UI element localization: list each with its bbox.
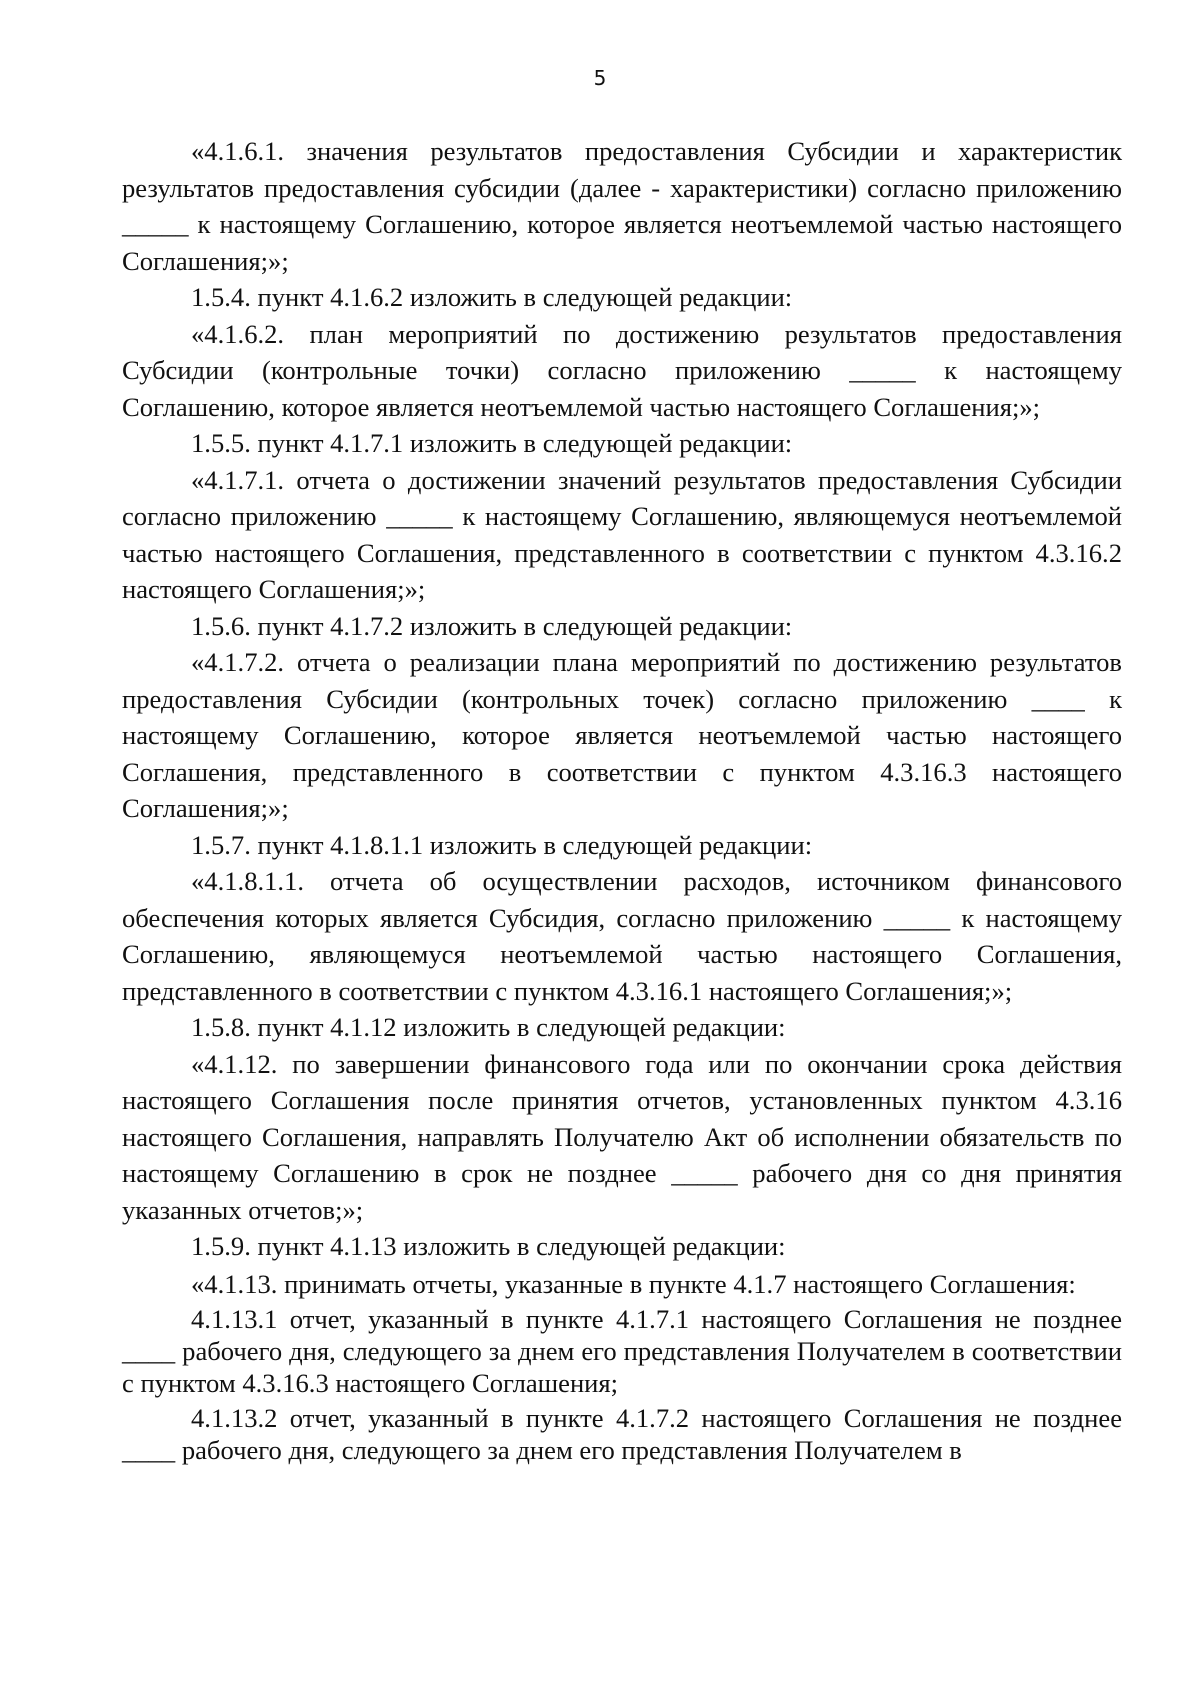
paragraph-4-1-13-1: 4.1.13.1 отчет, указанный в пункте 4.1.7.1 настоящего Соглашения не позднее ____ рабочего дня, следующего за днем его представления Получателем в соответствии с пунктом 4.3.16.3 настоящего Соглашения; <box>122 1303 1122 1398</box>
paragraph-1-5-7: 1.5.7. пункт 4.1.8.1.1 изложить в следующей редакции: <box>191 829 813 860</box>
page-number: 5 <box>593 66 607 90</box>
paragraph-1-5-6: 1.5.6. пункт 4.1.7.2 изложить в следующей редакции: <box>191 610 793 641</box>
paragraph-4-1-8-1-1: «4.1.8.1.1. отчета об осуществлении расходов, источником финансового обеспечения которых является Субсидия, согласно приложению _____ к настоящему Соглашению, являющемуся неотъемлемой частью настоящего Соглашения, представленного в соответствии с пунктом 4.3.16.1 настоящего Соглашения;»; <box>122 866 1122 1006</box>
paragraph-4-1-6-1: «4.1.6.1. значения результатов предоставления Субсидии и характеристик результатов предоставления субсидии (далее - характеристики) согласно приложению _____ к настоящему Соглашению, которое является неотъемлемой частью настоящего Соглашения;»; <box>122 136 1122 276</box>
paragraph-1-5-5: 1.5.5. пункт 4.1.7.1 изложить в следующей редакции: <box>191 428 793 458</box>
paragraph-4-1-13: «4.1.13. принимать отчеты, указанные в пункте 4.1.7 настоящего Соглашения: <box>191 1268 1076 1299</box>
paragraph-1-5-9: 1.5.9. пункт 4.1.13 изложить в следующей редакции: <box>191 1231 786 1261</box>
paragraph-4-1-12: «4.1.12. по завершении финансового года или по окончании срока действия настоящего Соглашения после принятия отчетов, установленных пунктом 4.3.16 настоящего Соглашения, направлять Получателю Акт об исполнении обязательств по настоящему Соглашению в срок не позднее _____ рабочего дня со дня принятия указанных отчетов;»; <box>122 1048 1122 1225</box>
paragraph-4-1-6-2: «4.1.6.2. план мероприятий по достижению результатов предоставления Субсидии (контрольные точки) согласно приложению _____ к настоящему Соглашению, которое является неотъемлемой частью настоящего Соглашения;»; <box>122 318 1122 422</box>
paragraph-1-5-8: 1.5.8. пункт 4.1.12 изложить в следующей редакции: <box>191 1012 786 1042</box>
paragraph-4-1-7-1: «4.1.7.1. отчета о достижении значений результатов предоставления Субсидии согласно приложению _____ к настоящему Соглашению, являющемуся неотъемлемой частью настоящего Соглашения, представленного в соответствии с пунктом 4.3.16.2 настоящего Соглашения;»; <box>122 464 1122 604</box>
document-body <box>122 133 1122 1466</box>
paragraph-4-1-7-2: «4.1.7.2. отчета о реализации плана мероприятий по достижению результатов предоставления Субсидии (контрольных точек) согласно приложению ____ к настоящему Соглашению, которое является неотъемлемой частью настоящего Соглашения, представленного в соответствии с пунктом 4.3.16.3 настоящего Соглашения;»; <box>122 647 1122 823</box>
paragraph-1-5-4: 1.5.4. пункт 4.1.6.2 изложить в следующей редакции: <box>191 282 793 312</box>
paragraph-4-1-13-2: 4.1.13.2 отчет, указанный в пункте 4.1.7.2 настоящего Соглашения не позднее ____ рабочего дня, следующего за днем его представления Получателем в <box>122 1402 1122 1465</box>
